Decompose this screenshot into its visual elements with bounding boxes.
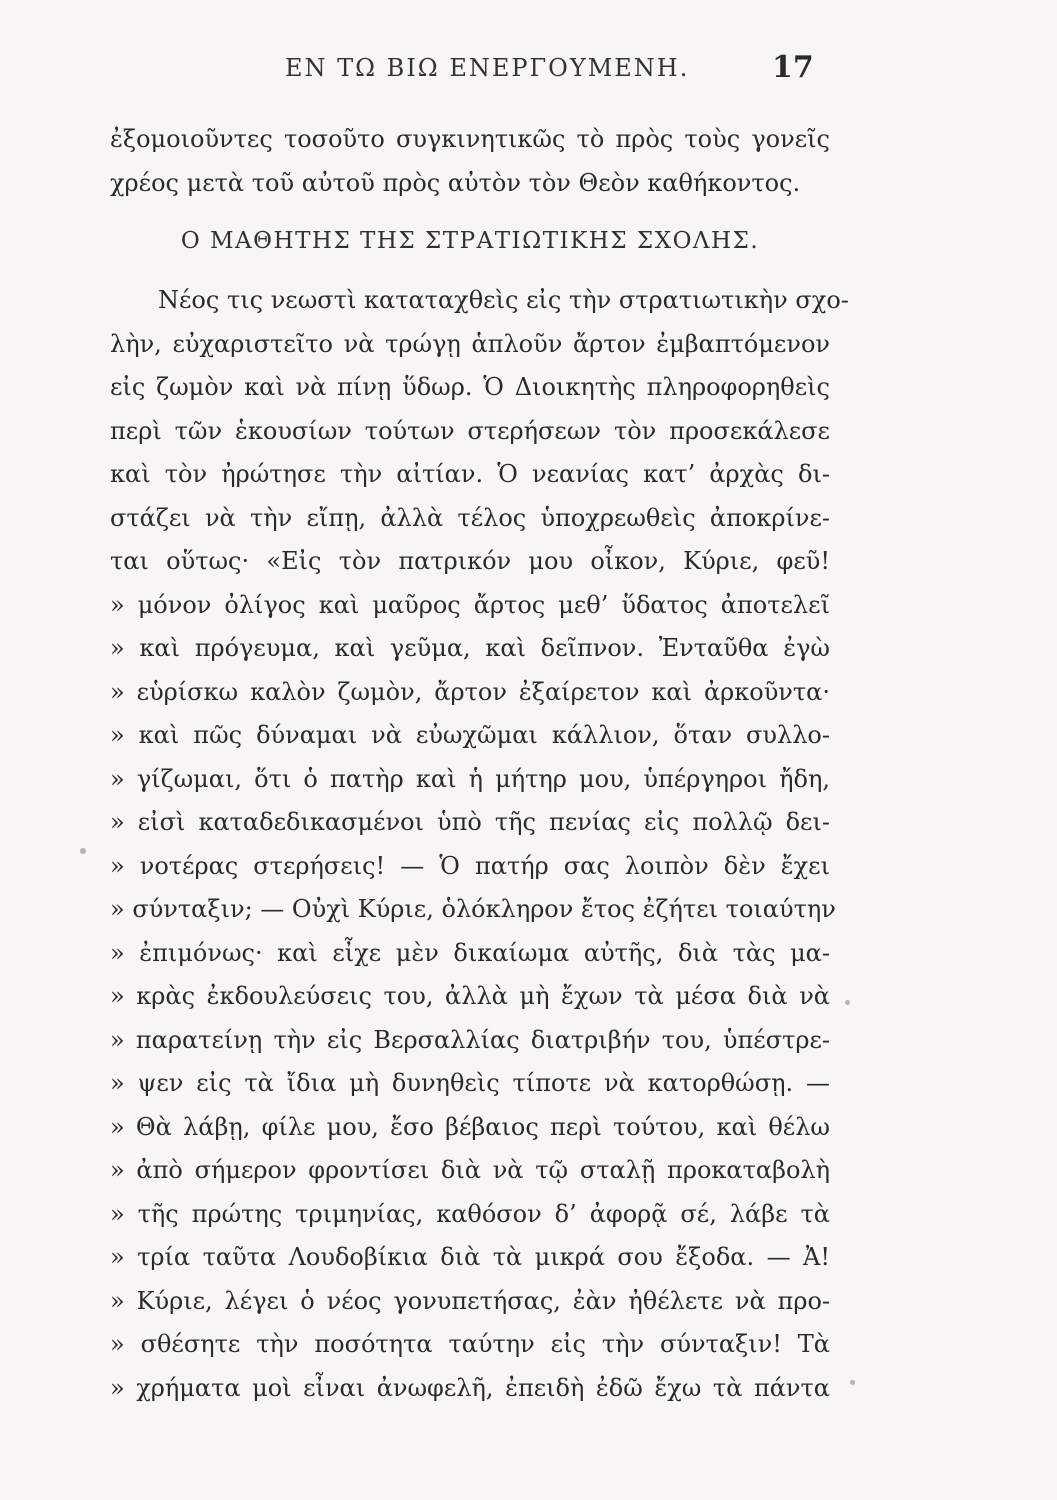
text-line: » σθέσητε τὴν ποσότητα ταύτην εἰς τὴν σύνταξιν! Τὰ [110,1330,830,1358]
running-title: ΕΝ ΤΩ ΒΙΩ ΕΝΕΡΓΟΥΜΕΝΗ. [285,54,690,82]
text-line: καὶ τὸν ἠρώτησε τὴν αἰτίαν. Ὁ νεανίας κατ’ ἀρχὰς δι- [110,460,830,488]
text-line: » χρήματα μοὶ εἶναι ἀνωφελῆ, ἐπειδὴ ἐδῶ ἔχω τὰ πάντα [110,1373,830,1402]
text-line: » τρία ταῦτα Λουδοβίκια διὰ τὰ μικρά σου ἔξοδα. — Ἀ! [110,1243,830,1271]
text-body [110,118,849,1410]
text-line: » νοτέρας στερήσεις! — Ὁ πατήρ σας λοιπὸν δὲν ἔχει [110,851,830,880]
text-line: » σύνταξιν; — Οὐχὶ Κύριε, ὁλόκληρον ἔτος ἐζήτει τοιαύτην [110,895,836,923]
text-line: » ἀπὸ σήμερον φροντίσει διὰ νὰ τῷ σταλῇ προκαταβολὴ [110,1156,830,1184]
text-line: Νέος τις νεωστὶ καταταχθεὶς εἰς τὴν στρατιωτικὴν σχο- [158,286,849,314]
text-line: περὶ τῶν ἑκουσίων τούτων στερήσεων τὸν προσεκάλεσε [110,416,830,445]
text-line: » παρατείνῃ τὴν εἰς Βερσαλλίας διατριβήν του, ὑπέστρε- [110,1025,830,1054]
text-line: ται οὕτως· «Εἰς τὸν πατρικόν μου οἶκον, Κύριε, φεῦ! [110,547,830,575]
text-line: » Θὰ λάβῃ, φίλε μου, ἔσο βέβαιος περὶ τούτου, καὶ θέλω [110,1112,830,1141]
text-line: » καὶ πρόγευμα, καὶ γεῦμα, καὶ δεῖπνον. Ἐνταῦθα ἐγὼ [110,634,830,662]
scan-speck [80,848,86,854]
text-line: λὴν, εὐχαριστεῖτο νὰ τρώγῃ ἁπλοῦν ἄρτον ἐμβαπτόμενον [110,329,830,358]
section-heading: Ο ΜΑΘΗΤΗΣ ΤΗΣ ΣΤΡΑΤΙΩΤΙΚΗΣ ΣΧΟΛΗΣ. [180,228,760,254]
text-line: χρέος μετὰ τοῦ αὐτοῦ πρὸς αὐτὸν τὸν Θεὸν καθήκοντος. [110,168,801,197]
scan-speck [850,1380,855,1385]
text-line: » ψεν εἰς τὰ ἴδια μὴ δυνηθεὶς τίποτε νὰ κατορθώσῃ. — [110,1069,830,1097]
text-line: » μόνον ὀλίγος καὶ μαῦρος ἄρτος μεθ’ ὕδατος ἀποτελεῖ [110,590,830,619]
text-line: εἰς ζωμὸν καὶ νὰ πίνῃ ὕδωρ. Ὁ Διοικητὴς πληροφορηθεὶς [110,373,830,401]
text-line: » καὶ πῶς δύναμαι νὰ εὐωχῶμαι κάλλιον, ὅταν συλλο- [110,721,830,749]
text-line: » γίζωμαι, ὅτι ὁ πατὴρ καὶ ἡ μήτηρ μου, ὑπέργηροι ἤδη, [110,764,830,793]
scan-speck [845,1000,850,1005]
text-line: » εἰσὶ καταδεδικασμένοι ὑπὸ τῆς πενίας εἰς πολλῷ δει- [110,808,830,836]
text-line: » τῆς πρώτης τριμηνίας, καθόσον δ’ ἀφορᾷ σέ, λάβε τὰ [110,1199,830,1228]
text-line: » εὑρίσκω καλὸν ζωμὸν, ἄρτον ἐξαίρετον καὶ ἀρκοῦντα· [110,677,830,706]
running-header [110,52,830,92]
text-line: » Κύριε, λέγει ὁ νέος γονυπετήσας, ἐὰν ἠθέλετε νὰ προ- [110,1286,830,1315]
page-number: 17 [772,50,814,85]
text-line: » ἐπιμόνως· καὶ εἶχε μὲν δικαίωμα αὐτῆς, διὰ τὰς μα- [110,938,830,967]
text-line: ἐξομοιοῦντες τοσοῦτο συγκινητικῶς τὸ πρὸς τοὺς γονεῖς [110,125,830,153]
text-line: στάζει νὰ τὴν εἴπῃ, ἀλλὰ τέλος ὑποχρεωθεὶς ἀποκρίνε- [110,503,830,532]
text-line: » κρὰς ἐκδουλεύσεις του, ἀλλὰ μὴ ἔχων τὰ μέσα διὰ νὰ [110,982,830,1010]
